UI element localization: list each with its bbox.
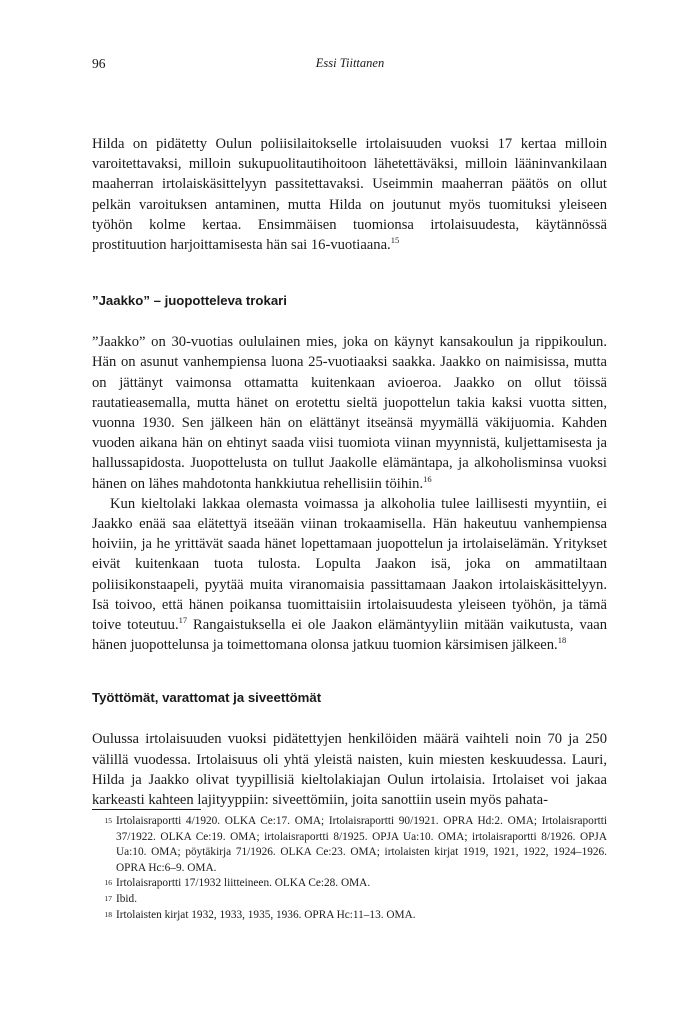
footnote-number: 15 bbox=[104, 816, 112, 825]
body-text bbox=[92, 134, 607, 810]
footnote-text: Ibid. bbox=[116, 892, 138, 905]
section-heading-unemployed: Työttömät, varattomat ja siveettömät bbox=[92, 690, 322, 706]
footnote-item bbox=[92, 908, 607, 924]
footnote-number: 18 bbox=[104, 909, 112, 919]
running-head: Essi Tiittanen bbox=[315, 56, 385, 70]
footnote-divider bbox=[92, 809, 201, 810]
footnote-text: Irtolaisraportti 17/1932 liitteineen. OLKA Ce:28. OMA. bbox=[116, 877, 371, 890]
paragraph-text: Rangaistuksella ei ole Jaakon elämäntyyliin mitään vaikutusta, vaan hänen juopottelunsa ja toimettomana olonsa jatkuu tuomion kärsimisen jälkeen. bbox=[92, 617, 607, 654]
footnote-number: 17 bbox=[104, 893, 112, 903]
paragraph-text: Kun kieltolaki lakkaa olemasta voimassa ja alkoholia tulee laillisesti myyntiin, ei Jaakko enää saa elätettyä itseään viinan trokaamisella. Hän hakeutuu vanhempiensa hoiviin, ja he yrittävät saada hänet lopettamaan juopottelun ja irtolaiselämän. Yritykset eivät kuitenkaan tuota tulosta. Lopulta Jaakon isä, joka on ammatiltaan poliisikonstaapeli, pyytää muita viranomaisia passittamaan Jaakon irtolaiskäsittelyyn. Isä toivoo, että hänen poikansa tuomittaisiin irtolaisuudesta yleiseen työhön, ja tämä toive toteutuu. bbox=[92, 495, 607, 634]
paragraph-jaakko-2 bbox=[92, 494, 607, 656]
footnote-ref[interactable]: 17 bbox=[178, 615, 188, 626]
footnote-item bbox=[92, 814, 607, 876]
footnote-ref[interactable]: 18 bbox=[557, 635, 567, 646]
paragraph-text: Hilda on pidätetty Oulun poliisilaitokselle irtolaisuuden vuoksi 17 kertaa milloin varoitettavaksi, milloin sukupuolitautihoitoon lähetettäväksi, milloin lääninvankilaan maaherran irtolaiskäsittelyyn passitettavaksi. Useimmin maaherran päätös on ollut pelkän varoituksen antaminen, mutta Hilda on joutunut myös tuomituksi yleiseen työhön kolme kertaa. Ensimmäisen tuomionsa irtolaisuudesta, käytännössä prostituution harjoittamisesta hän sai 16-vuotiaana. bbox=[92, 136, 607, 254]
paragraph-oulu bbox=[92, 729, 607, 810]
footnote-item bbox=[92, 892, 607, 908]
paragraph-hilda bbox=[92, 134, 607, 255]
paragraph-text: ”Jaakko” on 30-vuotias oululainen mies, joka on käynyt kansakoulun ja rippikoulun. Hän on asunut vanhempiensa luona 25-vuotiaaksi saakka. Jaakko on naimisissa, mutta on jättänyt vaimonsa ottamatta kuitenkaan avioeroa. Jaakko on ollut töissä rautatieasemalla, mutta hänet on erotettu sieltä juopottelun takia kaksi vuotta sitten, vuonna 1930. Sen jälkeen hän on elättänyt itseänsä myymällä väkijuomia. Kahden vuoden aikana hän on ehtinyt saada viisi tuomiota viinan myynnistä, kuljettamisesta ja hallussapidosta. Juopottelusta on tullut Jaakolle elämäntapa, ja alkoholisminsa vuoksi hänen on lähes mahdotonta hankkiutua rehellisiin töihin. bbox=[92, 334, 607, 492]
footnote-item bbox=[92, 876, 607, 892]
paragraph-jaakko-1 bbox=[92, 332, 607, 494]
footnote-text: Irtolaisraportti 4/1920. OLKA Ce:17. OMA; Irtolaisraportti 90/1921. OPRA Hd:2. OMA; Irtolaisraportti 37/1922. OLKA Ce:19. OMA; irtolaisraportti 8/1925. OPJA Ua:10. OMA; irtolaisraportti 8/1926. OPJA Ua:10. OMA; pöytäkirja 71/1926. OLKA Ce:23. OMA; irtolaisten kirjat 1919, 1921, 1922, 1924–1926. OPRA Hc:6–9. OMA. bbox=[116, 815, 607, 874]
paragraph-text: Oulussa irtolaisuuden vuoksi pidätettyjen henkilöiden määrä vaihteli noin 70 ja 250 välillä vuodessa. Irtolaisuus oli yhtä yleistä naisten, kuin miesten keskuudessa. Lauri, Hilda ja Jaakko olivat tyypillisiä kieltolakiajan Oulun irtolaisia. Irtolaiset voi jakaa karkeasti kahteen lajityyppiin: siveettömiin, joita sanottiin usein myös pahata- bbox=[92, 731, 607, 809]
section-heading-jaakko: ”Jaakko” – juopotteleva trokari bbox=[92, 293, 287, 309]
footnotes bbox=[92, 814, 607, 923]
page-number: 96 bbox=[92, 56, 106, 71]
footnote-ref[interactable]: 15 bbox=[390, 235, 400, 246]
footnote-text: Irtolaisten kirjat 1932, 1933, 1935, 1936. OPRA Hc:11–13. OMA. bbox=[116, 908, 416, 921]
footnote-number: 16 bbox=[104, 878, 112, 888]
footnote-ref[interactable]: 16 bbox=[423, 473, 432, 484]
